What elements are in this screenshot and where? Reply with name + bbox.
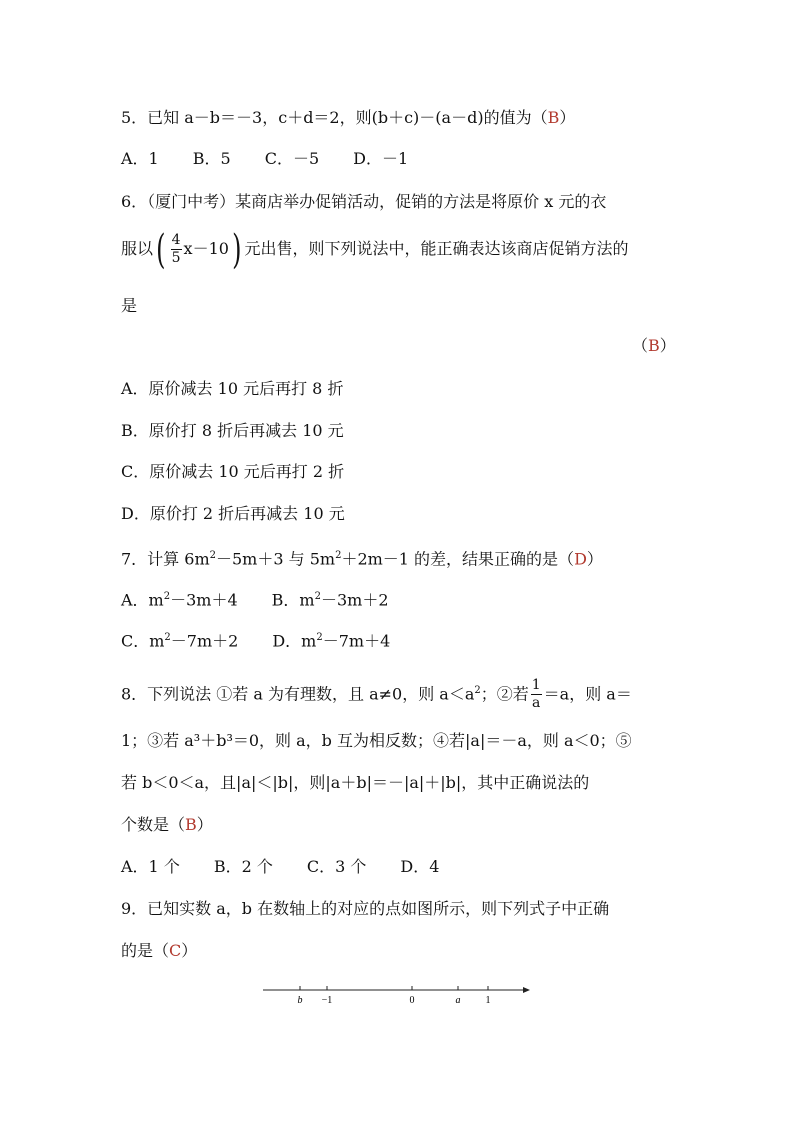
q7-answer: D [574, 549, 587, 569]
q8-option-d: D．4 [400, 857, 440, 876]
q6-ans-close: ） [659, 336, 676, 355]
q5-option-d: D．－1 [353, 149, 409, 168]
q9-line1: 9．已知实数 a，b 在数轴上的对应的点如图所示，则下列式子中正确 [121, 899, 610, 918]
q7-option-a-rest: －3m＋4 [170, 590, 238, 610]
q8-line1-c: ＝a，则 a＝ [543, 684, 632, 704]
q8-option-c: C．3 个 [306, 857, 367, 876]
q7-option-b-base: B．m [271, 590, 315, 610]
q6-frac-den: 5 [171, 250, 181, 266]
q7-option-d-base: D．m [272, 631, 317, 651]
q8-line2: 1；③若 a³＋b³＝0，则 a，b 互为相反数；④若|a|＝－a，则 a＜0；⑤ [121, 731, 632, 750]
q5-answer: B [547, 108, 560, 127]
q7-options-row1 [121, 586, 423, 611]
q7-options-row2 [121, 627, 424, 652]
q7-option-d [272, 627, 390, 652]
q7-option-c-rest: －7m＋2 [170, 631, 239, 651]
q7-stem [121, 545, 603, 570]
label-1: 1 [485, 995, 491, 1006]
q5-close: ） [559, 108, 576, 127]
q7-option-d-sup: 2 [316, 632, 323, 643]
q6-ans-open: （ [632, 336, 649, 355]
q8-options [121, 856, 473, 878]
q6-answer-bracket [632, 335, 676, 357]
q6-fraction [171, 232, 182, 267]
q6-option-a: A．原价减去 10 元后再打 8 折 [121, 379, 344, 398]
right-paren: ) [232, 226, 242, 273]
label-a: a [455, 995, 461, 1006]
label-minus-1: −1 [321, 995, 333, 1006]
q8-line4 [121, 814, 213, 836]
q8-frac-den: a [532, 695, 541, 712]
q9-line2-text: 的是（ [121, 941, 170, 960]
label-b: b [297, 995, 303, 1006]
q5-option-a: A．1 [121, 149, 159, 168]
q6-line2-pre: 服以 [121, 239, 154, 258]
q8-answer: B [185, 815, 197, 834]
q5-options [121, 148, 442, 170]
q7-stem-b: －5m＋3 与 5m [216, 549, 336, 569]
q9-line2 [121, 940, 197, 962]
q6-option-c: C．原价减去 10 元后再打 2 折 [121, 462, 345, 481]
left-paren: ( [156, 226, 166, 273]
q5-option-c: C．－5 [264, 149, 320, 168]
q8-option-a: A．1 个 [121, 857, 180, 876]
label-0: 0 [409, 995, 415, 1006]
q7-sup-1: 2 [209, 550, 216, 561]
q5-stem-text: 5．已知 a－b＝－3，c＋d＝2，则(b＋c)－(a－d)的值为（ [121, 108, 548, 127]
q6-expression: x－10 [183, 239, 229, 258]
q8-sup: 2 [474, 685, 481, 696]
q7-option-b-sup: 2 [314, 591, 321, 602]
q7-option-b [272, 586, 389, 611]
q7-option-a-sup: 2 [163, 591, 171, 602]
q8-frac-num: 1 [531, 677, 541, 694]
q8-line4-text: 个数是（ [121, 815, 186, 834]
q6-line1: 6．（厦门中考）某商店举办促销活动，促销的方法是将原价 x 元的衣 [121, 192, 607, 211]
q7-option-a [121, 586, 238, 611]
q7-close: ） [586, 549, 603, 569]
q6-option-d: D．原价打 2 折后再减去 10 元 [121, 504, 345, 523]
q9-close: ） [181, 941, 198, 960]
q6-line2-post: 元出售，则下列说法中，能正确表达该商店促销方法的 [244, 239, 629, 258]
q7-option-c-sup: 2 [164, 632, 171, 643]
q7-stem-a: 7．计算 6m [121, 549, 210, 569]
number-line-figure [255, 978, 535, 1010]
q9-answer: C [169, 941, 182, 960]
q7-option-a-base: A．m [121, 590, 164, 610]
q7-option-d-rest: －7m＋4 [322, 631, 391, 651]
q6-line2 [121, 227, 629, 271]
q6-option-b: B．原价打 8 折后再减去 10 元 [121, 421, 344, 440]
q7-option-c [121, 627, 238, 652]
q8-line1-a: 8．下列说法 ①若 a 为有理数，且 a≠0，则 a＜a [121, 684, 475, 704]
q7-sup-2: 2 [335, 550, 342, 561]
q7-option-c-base: C．m [121, 631, 165, 651]
q8-option-b: B．2 个 [213, 857, 273, 876]
q5-option-b: B．5 [192, 149, 231, 168]
q6-answer: B [648, 336, 660, 355]
number-line-arrow [523, 987, 530, 993]
q8-fraction [531, 677, 542, 712]
q6-line3: 是 [121, 296, 138, 315]
q8-line1 [121, 671, 632, 714]
q6-frac-num: 4 [171, 232, 181, 248]
q8-close: ） [196, 815, 213, 834]
q8-line1-b: ；②若 [480, 684, 529, 704]
q8-line3: 若 b＜0＜a，且|a|＜|b|，则|a＋b|＝－|a|＋|b|，其中正确说法的 [121, 773, 590, 792]
q7-option-b-rest: －3m＋2 [320, 590, 389, 610]
q5-stem [121, 107, 575, 129]
q7-stem-c: ＋2m－1 的差，结果正确的是（ [341, 549, 575, 569]
